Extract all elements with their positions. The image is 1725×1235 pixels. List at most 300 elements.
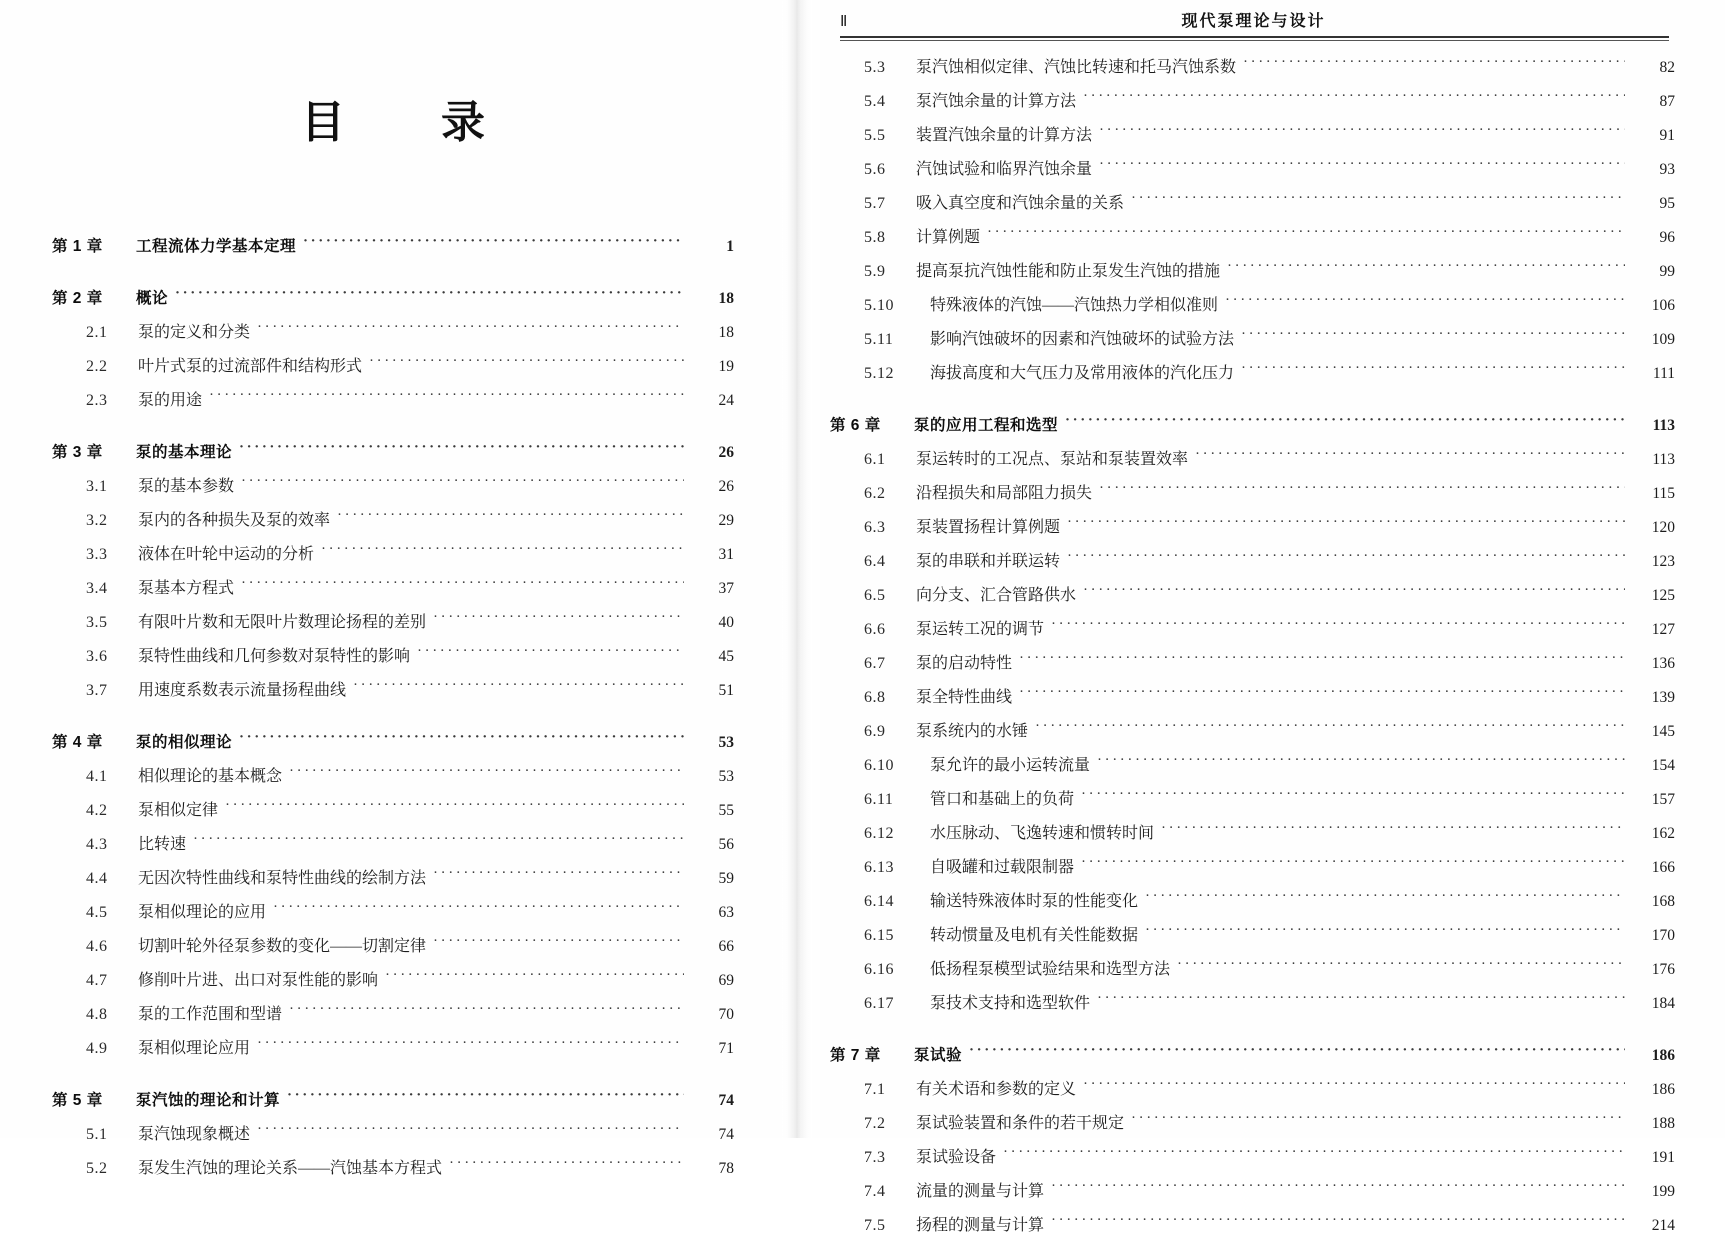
toc-entry-number: 6.14 — [864, 893, 894, 910]
toc-leader-dots — [209, 389, 684, 405]
toc-entry-number: 5.4 — [864, 93, 886, 110]
toc-page-number: 31 — [718, 546, 734, 563]
toc-leader-dots — [1131, 1112, 1625, 1128]
toc-section-row[interactable] — [830, 922, 1675, 945]
toc-page-number: 26 — [718, 444, 734, 461]
toc-entry-number: 6.2 — [864, 485, 886, 502]
toc-leader-dots — [1225, 294, 1625, 310]
toc-leader-dots — [1081, 788, 1625, 804]
toc-leader-dots — [1243, 56, 1625, 72]
toc-page-number: 95 — [1659, 195, 1675, 212]
toc-leader-dots — [1019, 686, 1625, 702]
toc-entry-number: 5.2 — [86, 1160, 108, 1177]
toc-entry-label: 汽蚀试验和临界汽蚀余量 — [916, 161, 1093, 178]
toc-entry-label: 泵允许的最小运转流量 — [930, 757, 1091, 774]
toc-leader-dots — [1067, 550, 1625, 566]
toc-page-number: 29 — [718, 512, 734, 529]
folio-number: Ⅱ — [840, 14, 848, 30]
toc-entry-number: 7.4 — [864, 1183, 886, 1200]
toc-page-number: 136 — [1651, 655, 1675, 672]
toc-section-row[interactable] — [52, 507, 734, 530]
toc-leader-dots — [1065, 415, 1625, 431]
toc-entry-number: 6.1 — [864, 451, 886, 468]
toc-entry-number: 6.5 — [864, 587, 886, 604]
toc-page-number: 166 — [1651, 859, 1675, 876]
toc-entry-label: 管口和基础上的负荷 — [930, 791, 1075, 808]
toc-entry-label: 输送特殊液体时泵的性能变化 — [930, 893, 1139, 910]
toc-section-row[interactable] — [830, 1178, 1675, 1201]
toc-entry-label: 泵发生汽蚀的理论关系——汽蚀基本方程式 — [138, 1160, 443, 1177]
toc-chapter-row[interactable] — [52, 440, 734, 462]
toc-entry-number: 3.7 — [86, 682, 108, 699]
toc-chapter-row[interactable] — [830, 1043, 1675, 1065]
toc-entry-number: 7.5 — [864, 1217, 886, 1234]
toc-entry-label: 泵的串联和并联运转 — [916, 553, 1061, 570]
toc-entry-label: 泵相似理论的应用 — [138, 904, 267, 921]
toc-section-row[interactable] — [52, 831, 734, 854]
toc-leader-dots — [1145, 890, 1625, 906]
toc-section-row[interactable] — [52, 899, 734, 922]
toc-entry-label: 泵的应用工程和选型 — [914, 417, 1059, 434]
toc-leader-dots — [257, 1123, 684, 1139]
toc-entry-label: 水压脉动、飞逸转速和惯转时间 — [930, 825, 1155, 842]
toc-section-row[interactable] — [830, 190, 1675, 213]
toc-page-number: 109 — [1651, 331, 1675, 348]
toc-leader-dots — [433, 867, 684, 883]
toc-page-number: 113 — [1652, 451, 1675, 468]
toc-section-row[interactable] — [830, 820, 1675, 843]
toc-leader-dots — [239, 732, 684, 748]
toc-entry-label: 液体在叶轮中运动的分析 — [138, 546, 315, 563]
toc-section-row[interactable] — [52, 353, 734, 376]
toc-section-row[interactable] — [52, 1001, 734, 1024]
toc-section-row[interactable] — [52, 609, 734, 632]
toc-page-number: 74 — [718, 1092, 734, 1109]
toc-section-row[interactable] — [830, 446, 1675, 469]
toc-leader-dots — [369, 355, 684, 371]
toc-leader-dots — [1081, 856, 1625, 872]
toc-entry-number: 6.17 — [864, 995, 894, 1012]
toc-section-row[interactable] — [52, 643, 734, 666]
toc-page-number: 123 — [1651, 553, 1675, 570]
toc-entry-label: 泵的工作范围和型谱 — [138, 1006, 283, 1023]
toc-entry-label: 提高泵抗汽蚀性能和防止泵发生汽蚀的措施 — [916, 263, 1221, 280]
toc-leader-dots — [241, 577, 684, 593]
toc-section-row[interactable] — [52, 575, 734, 598]
toc-page-number: 87 — [1659, 93, 1675, 110]
toc-page-number: 188 — [1651, 1115, 1675, 1132]
toc-page-number: 111 — [1652, 365, 1675, 382]
toc-entry-label: 泵的基本理论 — [136, 444, 233, 461]
toc-entry-number: 第 5 章 — [52, 1092, 103, 1109]
toc-entry-number: 6.6 — [864, 621, 886, 638]
toc-section-row[interactable] — [830, 514, 1675, 537]
toc-section-row[interactable] — [52, 763, 734, 786]
toc-leader-dots — [987, 226, 1625, 242]
toc-page-number: 53 — [718, 768, 734, 785]
toc-page-number: 59 — [718, 870, 734, 887]
toc-entry-number: 5.9 — [864, 263, 886, 280]
toc-entry-number: 5.5 — [864, 127, 886, 144]
toc-entry-label: 泵试验 — [914, 1047, 963, 1064]
toc-section-row[interactable] — [52, 865, 734, 888]
toc-entry-number: 6.7 — [864, 655, 886, 672]
toc-leader-dots — [1241, 362, 1625, 378]
toc-leader-dots — [257, 321, 684, 337]
toc-entry-number: 4.5 — [86, 904, 108, 921]
toc-list-left — [52, 234, 734, 1178]
toc-entry-number: 4.6 — [86, 938, 108, 955]
toc-entry-label: 比转速 — [138, 836, 187, 853]
toc-entry-label: 泵试验设备 — [916, 1149, 997, 1166]
toc-page-number: 96 — [1659, 229, 1675, 246]
toc-entry-label: 用速度系数表示流量扬程曲线 — [138, 682, 347, 699]
toc-chapter-row[interactable] — [52, 234, 734, 256]
toc-page-number: 18 — [718, 324, 734, 341]
toc-section-row[interactable] — [830, 122, 1675, 145]
toc-page-number: 66 — [718, 938, 734, 955]
toc-entry-label: 影响汽蚀破坏的因素和汽蚀破坏的试验方法 — [930, 331, 1235, 348]
toc-section-row[interactable] — [52, 387, 734, 410]
toc-entry-label: 泵特性曲线和几何参数对泵特性的影响 — [138, 648, 411, 665]
toc-page-number: 168 — [1651, 893, 1675, 910]
toc-entry-label: 泵汽蚀余量的计算方法 — [916, 93, 1077, 110]
toc-chapter-row[interactable] — [830, 413, 1675, 435]
toc-page-number: 63 — [718, 904, 734, 921]
toc-section-row[interactable] — [52, 319, 734, 342]
toc-entry-label: 泵试验装置和条件的若干规定 — [916, 1115, 1125, 1132]
toc-entry-label: 叶片式泵的过流部件和结构形式 — [138, 358, 363, 375]
toc-leader-dots — [337, 509, 684, 525]
toc-page-number: 184 — [1651, 995, 1675, 1012]
toc-leader-dots — [1097, 754, 1625, 770]
toc-entry-number: 5.11 — [864, 331, 894, 348]
toc-entry-number: 6.10 — [864, 757, 894, 774]
toc-leader-dots — [225, 799, 684, 815]
toc-page-number: 71 — [718, 1040, 734, 1057]
toc-entry-number: 6.16 — [864, 961, 894, 978]
toc-section-row[interactable] — [830, 258, 1675, 281]
toc-leader-dots — [1019, 652, 1625, 668]
toc-section-row[interactable] — [830, 54, 1675, 77]
toc-section-row[interactable] — [830, 480, 1675, 503]
toc-entry-label: 低扬程泵模型试验结果和选型方法 — [930, 961, 1171, 978]
toc-entry-label: 向分支、汇合管路供水 — [916, 587, 1077, 604]
toc-entry-label: 泵技术支持和选型软件 — [930, 995, 1091, 1012]
toc-leader-dots — [273, 901, 684, 917]
toc-entry-label: 特殊液体的汽蚀——汽蚀热力学相似准则 — [930, 297, 1219, 314]
toc-page-number: 40 — [718, 614, 734, 631]
toc-page-number: 93 — [1659, 161, 1675, 178]
toc-entry-label: 相似理论的基本概念 — [138, 768, 283, 785]
toc-chapter-row[interactable] — [52, 286, 734, 308]
toc-entry-label: 修削叶片进、出口对泵性能的影响 — [138, 972, 379, 989]
toc-page-number: 186 — [1651, 1047, 1675, 1064]
toc-entry-number: 第 1 章 — [52, 238, 103, 255]
toc-section-row[interactable] — [830, 360, 1675, 383]
toc-leader-dots — [1099, 124, 1625, 140]
toc-entry-label: 计算例题 — [916, 229, 981, 246]
toc-leader-dots — [1067, 516, 1625, 532]
toc-entry-number: 2.3 — [86, 392, 108, 409]
toc-entry-number: 第 7 章 — [830, 1047, 881, 1064]
page-title: 目 录 — [301, 98, 511, 147]
toc-page-number: 19 — [718, 358, 734, 375]
toc-entry-number: 4.4 — [86, 870, 108, 887]
toc-page-number: 56 — [718, 836, 734, 853]
toc-leader-dots — [239, 442, 684, 458]
toc-section-row[interactable] — [830, 582, 1675, 605]
toc-entry-label: 海拔高度和大气压力及常用液体的汽化压力 — [930, 365, 1235, 382]
toc-entry-number: 3.4 — [86, 580, 108, 597]
toc-entry-number: 5.7 — [864, 195, 886, 212]
toc-section-row[interactable] — [52, 1035, 734, 1058]
toc-list-right — [830, 54, 1675, 1235]
toc-page-number: 1 — [726, 238, 734, 255]
toc-entry-number: 4.2 — [86, 802, 108, 819]
toc-leader-dots — [257, 1037, 684, 1053]
toc-leader-dots — [1099, 158, 1625, 174]
toc-entry-label: 泵基本方程式 — [138, 580, 235, 597]
toc-section-row[interactable] — [830, 1110, 1675, 1133]
toc-entry-label: 装置汽蚀余量的计算方法 — [916, 127, 1093, 144]
toc-page-number: 120 — [1651, 519, 1675, 536]
toc-entry-label: 泵汽蚀相似定律、汽蚀比转速和托马汽蚀系数 — [916, 59, 1237, 76]
toc-section-row[interactable] — [830, 956, 1675, 979]
toc-page-number: 154 — [1651, 757, 1675, 774]
toc-leader-dots — [1051, 1214, 1625, 1230]
toc-section-row[interactable] — [830, 888, 1675, 911]
toc-page-number: 91 — [1659, 127, 1675, 144]
toc-entry-label: 工程流体力学基本定理 — [136, 238, 297, 255]
toc-section-row[interactable] — [830, 854, 1675, 877]
toc-section-row[interactable] — [52, 797, 734, 820]
toc-page-number: 53 — [718, 734, 734, 751]
toc-leader-dots — [1083, 90, 1625, 106]
toc-page-number: 113 — [1652, 417, 1675, 434]
toc-page-number: 106 — [1651, 297, 1675, 314]
toc-section-row[interactable] — [830, 684, 1675, 707]
toc-page-number: 125 — [1651, 587, 1675, 604]
toc-entry-number: 7.2 — [864, 1115, 886, 1132]
toc-entry-number: 第 4 章 — [52, 734, 103, 751]
toc-section-row[interactable] — [830, 156, 1675, 179]
toc-leader-dots — [1241, 328, 1625, 344]
toc-leader-dots — [287, 1090, 684, 1106]
toc-entry-number: 2.1 — [86, 324, 108, 341]
toc-leader-dots — [1131, 192, 1625, 208]
toc-leader-dots — [1227, 260, 1625, 276]
toc-leader-dots — [969, 1045, 1625, 1061]
toc-leader-dots — [1083, 1078, 1625, 1094]
toc-entry-number: 第 3 章 — [52, 444, 103, 461]
toc-page-number: 24 — [718, 392, 734, 409]
toc-entry-label: 沿程损失和局部阻力损失 — [916, 485, 1093, 502]
toc-entry-label: 扬程的测量与计算 — [916, 1217, 1045, 1234]
toc-leader-dots — [1083, 584, 1625, 600]
toc-entry-label: 泵全特性曲线 — [916, 689, 1013, 706]
toc-entry-label: 转动惯量及电机有关性能数据 — [930, 927, 1139, 944]
toc-leader-dots — [1051, 1180, 1625, 1196]
toc-leader-dots — [175, 288, 684, 304]
toc-entry-number: 3.5 — [86, 614, 108, 631]
toc-page-number: 70 — [718, 1006, 734, 1023]
toc-entry-label: 泵的启动特性 — [916, 655, 1013, 672]
toc-entry-label: 泵相似理论应用 — [138, 1040, 251, 1057]
toc-section-row[interactable] — [830, 88, 1675, 111]
toc-section-row[interactable] — [830, 548, 1675, 571]
toc-entry-number: 6.11 — [864, 791, 894, 808]
toc-leader-dots — [353, 679, 684, 695]
toc-entry-label: 概论 — [136, 290, 169, 307]
toc-entry-number: 4.9 — [86, 1040, 108, 1057]
toc-page-number: 82 — [1659, 59, 1675, 76]
toc-leader-dots — [1097, 992, 1625, 1008]
toc-entry-label: 切割叶轮外径泵参数的变化——切割定律 — [138, 938, 427, 955]
toc-entry-number: 3.3 — [86, 546, 108, 563]
toc-section-row[interactable] — [830, 718, 1675, 741]
toc-page-number: 37 — [718, 580, 734, 597]
toc-page-number: 78 — [718, 1160, 734, 1177]
toc-entry-number: 5.8 — [864, 229, 886, 246]
toc-section-row[interactable] — [52, 1121, 734, 1144]
toc-entry-label: 吸入真空度和汽蚀余量的关系 — [916, 195, 1125, 212]
toc-leader-dots — [1195, 448, 1625, 464]
toc-entry-number: 第 2 章 — [52, 290, 103, 307]
toc-entry-label: 泵运转工况的调节 — [916, 621, 1045, 638]
toc-leader-dots — [417, 645, 684, 661]
toc-entry-label: 泵系统内的水锤 — [916, 723, 1029, 740]
toc-entry-label: 泵汽蚀现象概述 — [138, 1126, 251, 1143]
toc-page-number: 26 — [718, 478, 734, 495]
toc-section-row[interactable] — [830, 752, 1675, 775]
toc-section-row[interactable] — [52, 933, 734, 956]
toc-section-row[interactable] — [830, 1212, 1675, 1235]
toc-entry-number: 7.1 — [864, 1081, 886, 1098]
toc-entry-label: 泵运转时的工况点、泵站和泵装置效率 — [916, 451, 1189, 468]
toc-entry-label: 泵的相似理论 — [136, 734, 233, 751]
toc-entry-number: 3.2 — [86, 512, 108, 529]
running-header — [830, 0, 1675, 31]
toc-leader-dots — [1161, 822, 1625, 838]
toc-entry-number: 3.6 — [86, 648, 108, 665]
toc-entry-number: 6.12 — [864, 825, 894, 842]
toc-page-number: 162 — [1651, 825, 1675, 842]
toc-page-number: 55 — [718, 802, 734, 819]
toc-entry-label: 有限叶片数和无限叶片数理论扬程的差别 — [138, 614, 427, 631]
toc-chapter-row[interactable] — [52, 1088, 734, 1110]
left-page — [0, 0, 782, 1177]
toc-entry-number: 第 6 章 — [830, 417, 881, 434]
toc-leader-dots — [433, 935, 684, 951]
toc-entry-number: 4.8 — [86, 1006, 108, 1023]
toc-page-number: 170 — [1651, 927, 1675, 944]
toc-page-number: 45 — [718, 648, 734, 665]
toc-entry-label: 泵的基本参数 — [138, 478, 235, 495]
toc-leader-dots — [1051, 618, 1625, 634]
toc-section-row[interactable] — [830, 786, 1675, 809]
toc-section-row[interactable] — [830, 292, 1675, 315]
toc-entry-label: 泵的定义和分类 — [138, 324, 251, 341]
toc-page-number: 74 — [718, 1126, 734, 1143]
toc-entry-number: 6.4 — [864, 553, 886, 570]
toc-page-number: 186 — [1651, 1081, 1675, 1098]
toc-section-row[interactable] — [52, 677, 734, 700]
toc-page-number: 176 — [1651, 961, 1675, 978]
toc-page-number: 99 — [1659, 263, 1675, 280]
toc-leader-dots — [193, 833, 684, 849]
toc-section-row[interactable] — [52, 967, 734, 990]
toc-entry-label: 泵装置扬程计算例题 — [916, 519, 1061, 536]
toc-leader-dots — [1177, 958, 1625, 974]
toc-entry-label: 泵内的各种损失及泵的效率 — [138, 512, 331, 529]
toc-entry-number: 4.3 — [86, 836, 108, 853]
toc-entry-number: 6.9 — [864, 723, 886, 740]
toc-section-row[interactable] — [830, 1144, 1675, 1167]
toc-leader-dots — [1099, 482, 1625, 498]
toc-entry-number: 7.3 — [864, 1149, 886, 1166]
toc-section-row[interactable] — [52, 1155, 734, 1178]
toc-entry-number: 3.1 — [86, 478, 108, 495]
toc-page-number: 139 — [1651, 689, 1675, 706]
toc-page-number: 51 — [718, 682, 734, 699]
toc-leader-dots — [321, 543, 684, 559]
toc-entry-label: 泵相似定律 — [138, 802, 219, 819]
toc-chapter-row[interactable] — [52, 730, 734, 752]
toc-section-row[interactable] — [830, 326, 1675, 349]
toc-entry-number: 5.3 — [864, 59, 886, 76]
toc-section-row[interactable] — [830, 224, 1675, 247]
toc-section-row[interactable] — [52, 473, 734, 496]
toc-leader-dots — [1145, 924, 1625, 940]
toc-section-row[interactable] — [830, 616, 1675, 639]
toc-entry-number: 4.1 — [86, 768, 108, 785]
toc-leader-dots — [303, 236, 684, 252]
toc-entry-number: 6.13 — [864, 859, 894, 876]
toc-page-number: 191 — [1651, 1149, 1675, 1166]
toc-leader-dots — [289, 1003, 684, 1019]
toc-entry-number: 6.3 — [864, 519, 886, 536]
toc-leader-dots — [289, 765, 684, 781]
toc-leader-dots — [385, 969, 684, 985]
toc-section-row[interactable] — [830, 990, 1675, 1013]
toc-page-number: 145 — [1651, 723, 1675, 740]
toc-page-number: 18 — [718, 290, 734, 307]
toc-leader-dots — [1003, 1146, 1625, 1162]
toc-entry-number: 5.12 — [864, 365, 894, 382]
toc-entry-number: 4.7 — [86, 972, 108, 989]
toc-page-number: 214 — [1651, 1217, 1675, 1234]
toc-section-row[interactable] — [830, 650, 1675, 673]
toc-entry-label: 泵的用途 — [138, 392, 203, 409]
toc-page-number: 127 — [1651, 621, 1675, 638]
toc-page-number: 157 — [1651, 791, 1675, 808]
toc-entry-number: 6.15 — [864, 927, 894, 944]
book-title: 现代泵理论与设计 — [1181, 13, 1326, 30]
toc-entry-label: 自吸罐和过载限制器 — [930, 859, 1075, 876]
toc-entry-number: 6.8 — [864, 689, 886, 706]
toc-entry-number: 2.2 — [86, 358, 108, 375]
header-rule — [840, 36, 1669, 41]
toc-leader-dots — [449, 1157, 684, 1173]
toc-section-row[interactable] — [52, 541, 734, 564]
toc-section-row[interactable] — [830, 1076, 1675, 1099]
toc-entry-label: 有关术语和参数的定义 — [916, 1081, 1077, 1098]
toc-page-number: 69 — [718, 972, 734, 989]
toc-page-number: 199 — [1651, 1183, 1675, 1200]
toc-entry-number: 5.6 — [864, 161, 886, 178]
book-gutter — [782, 0, 812, 1138]
